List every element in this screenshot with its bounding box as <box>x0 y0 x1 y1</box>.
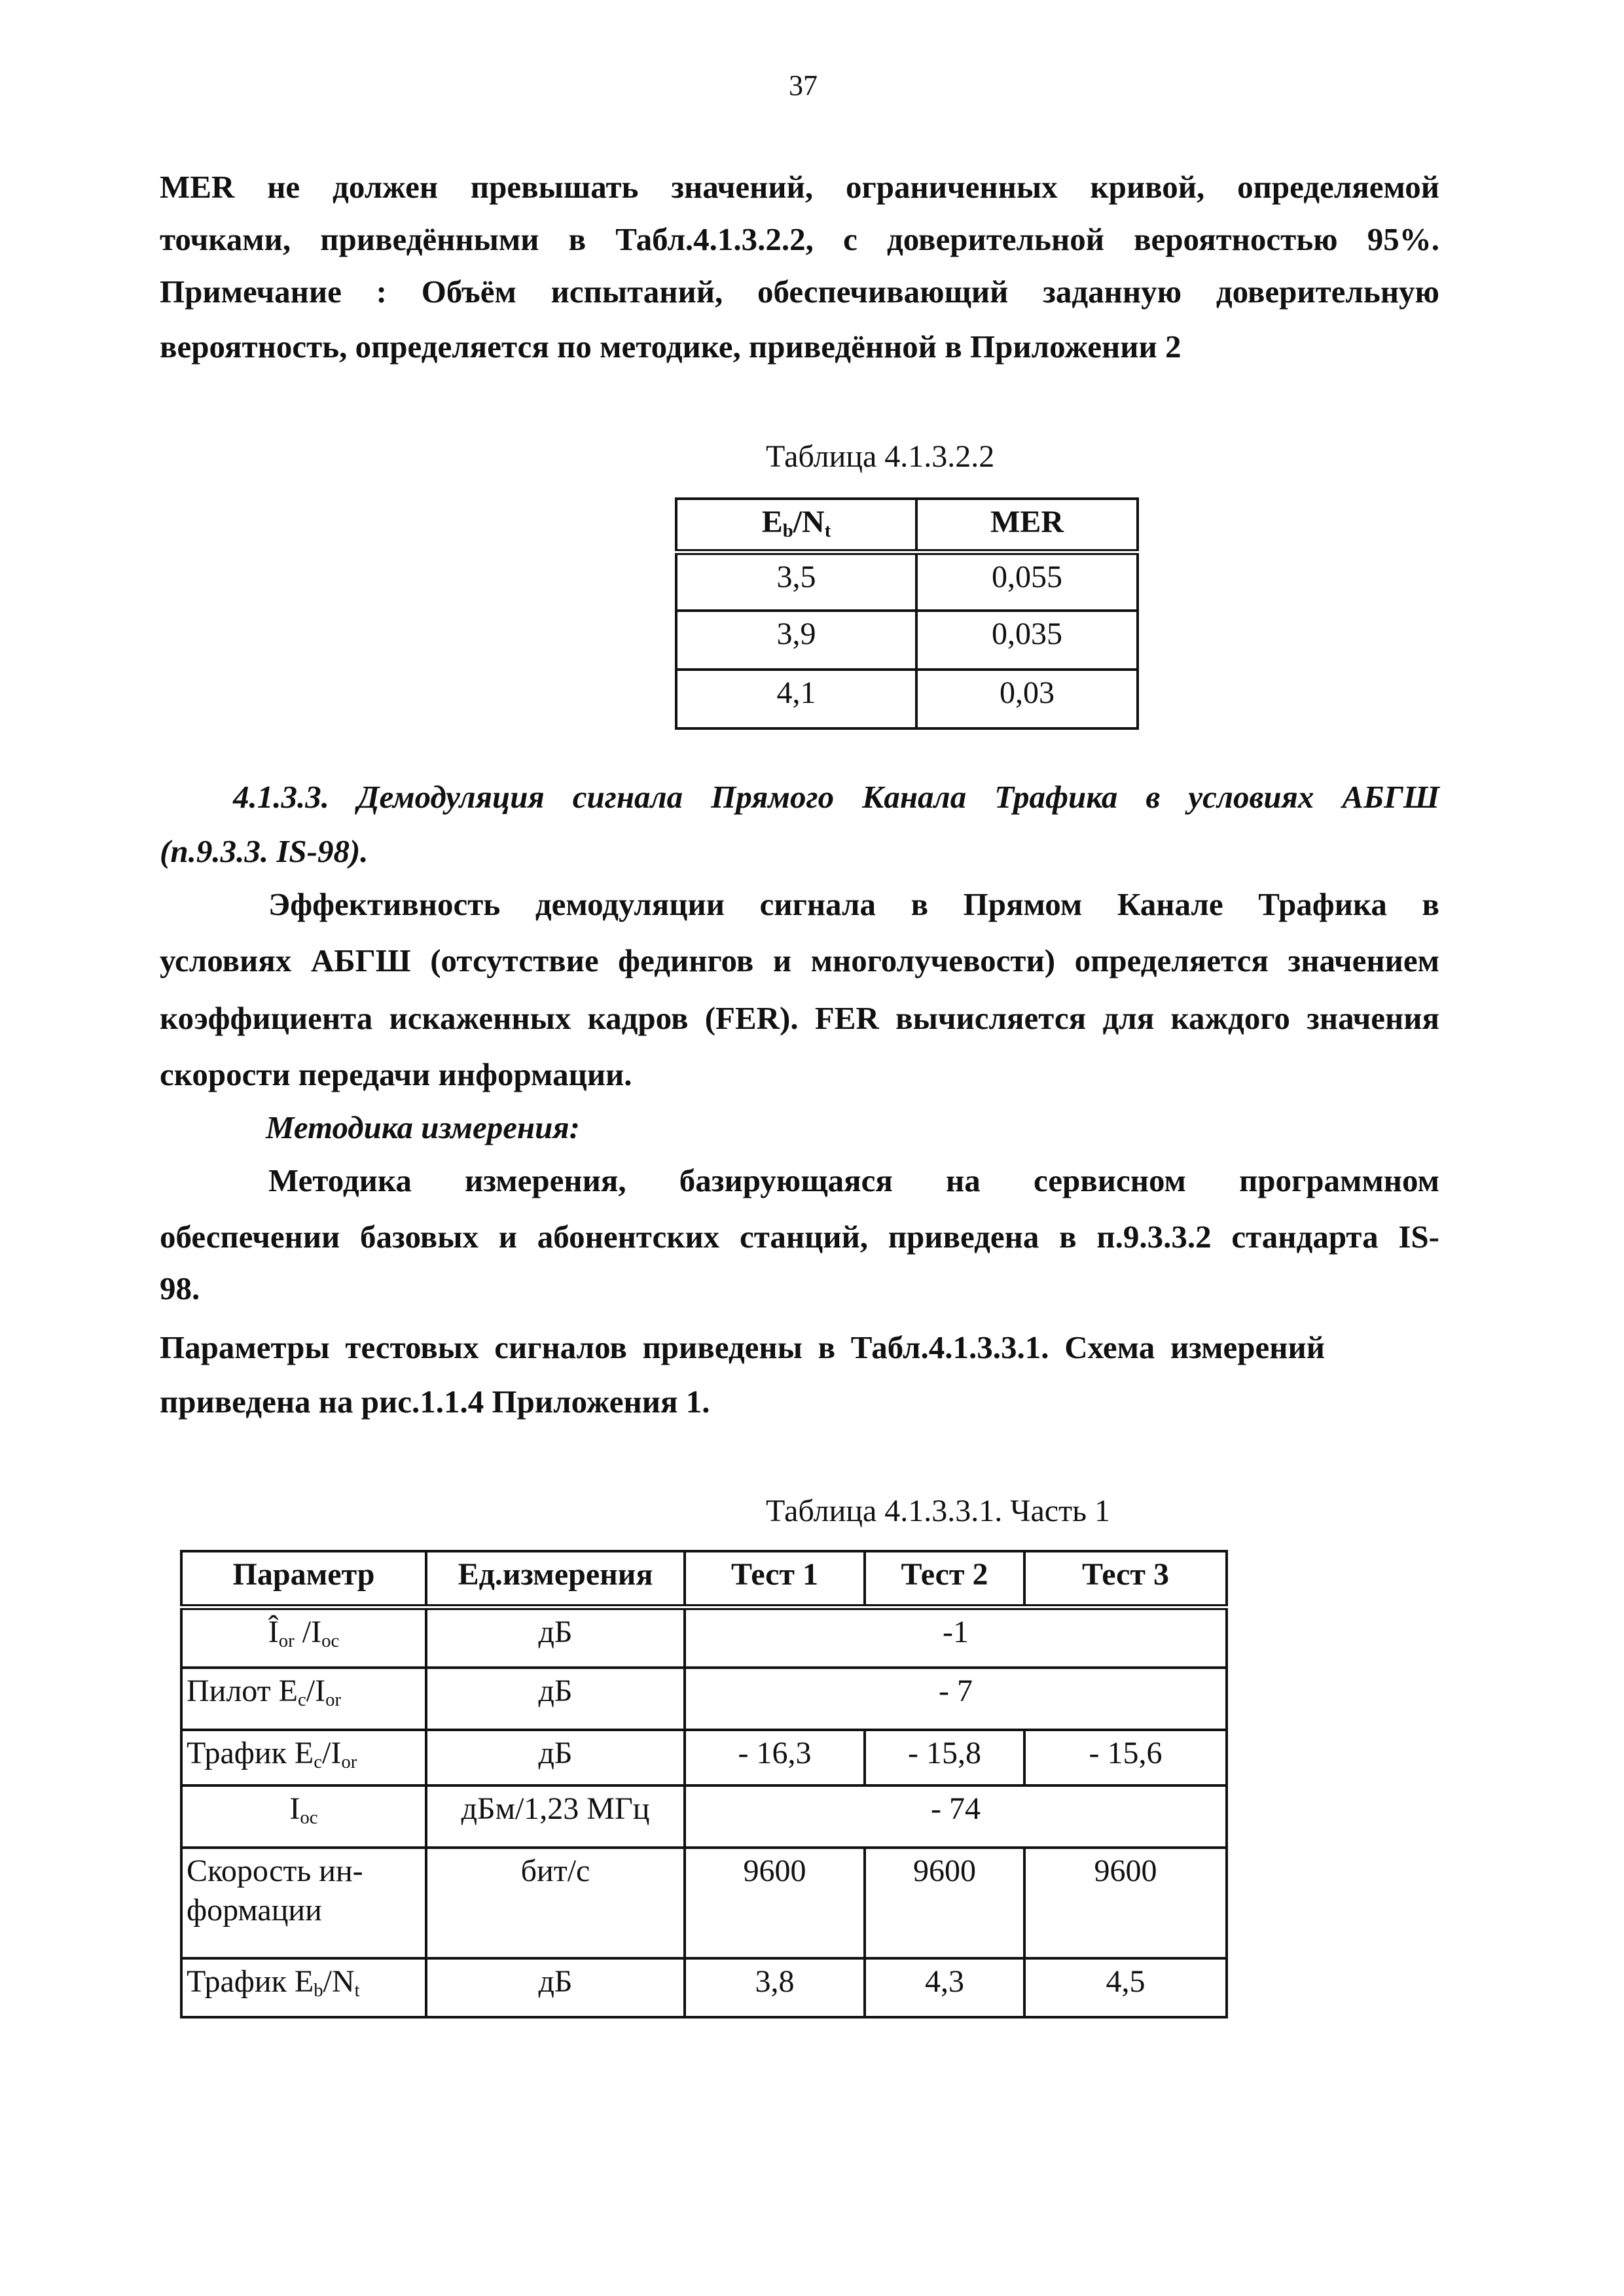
value-cell: - 15,8 <box>865 1730 1024 1785</box>
text-segment: /N <box>323 1964 355 1999</box>
text-segment: Î <box>268 1614 279 1649</box>
subscript: or <box>325 1689 342 1711</box>
section-heading-ref: (п.9.3.3. IS-98). <box>160 833 369 869</box>
paragraph-line: Примечание : Объём испытаний, обеспечивающий заданную доверительную <box>160 274 1439 310</box>
param-cell <box>181 1607 426 1668</box>
subscript: c <box>297 1689 306 1711</box>
text-segment: I <box>289 1791 300 1826</box>
param-cell <box>181 1848 426 1958</box>
text-segment: /I <box>306 1674 326 1708</box>
param-line: формации <box>187 1893 322 1928</box>
param-line <box>187 1854 363 1888</box>
value-cell: - 74 <box>685 1785 1227 1848</box>
subscript: oc <box>321 1630 340 1651</box>
paragraph-line: MER не должен превышать значений, ограниченных кривой, определяемой <box>160 169 1439 205</box>
cell: 0,03 <box>916 670 1138 728</box>
subscript: t <box>824 520 831 542</box>
cell: 3,9 <box>676 611 916 670</box>
mer-table <box>675 497 1139 730</box>
value-cell: 9600 <box>685 1848 865 1958</box>
paragraph-line: приведена на рис.1.1.4 Приложения 1. <box>160 1384 710 1420</box>
cell: 4,1 <box>676 670 916 728</box>
unit-cell: дБм/1,23 МГц <box>426 1785 685 1848</box>
text-segment: MER <box>990 505 1064 539</box>
header-test2: Тест 2 <box>865 1551 1024 1607</box>
paragraph-line: Параметры тестовых сигналов приведены в Табл.4.1.3.3.1. Схема измерений <box>160 1329 1325 1365</box>
value-cell: -1 <box>685 1607 1227 1668</box>
subscript: t <box>354 1980 360 2001</box>
param-cell <box>181 1668 426 1730</box>
paragraph-line: 98. <box>160 1270 200 1306</box>
value-cell: - 15,6 <box>1024 1730 1227 1785</box>
subscript: or <box>341 1751 357 1773</box>
cell: 0,055 <box>916 552 1138 611</box>
subscript: b <box>314 1980 323 2001</box>
subscript: b <box>782 520 793 542</box>
param-cell <box>181 1958 426 2017</box>
page-number: 37 <box>789 69 818 101</box>
paragraph-line: условиях АБГШ (отсутствие федингов и многолучевости) определяется значением <box>160 942 1439 978</box>
value-cell: 9600 <box>1024 1848 1227 1958</box>
text-segment: Скорость ин- <box>187 1854 363 1888</box>
text-segment: /I <box>294 1614 322 1649</box>
header-test1: Тест 1 <box>685 1551 865 1607</box>
unit-cell: дБ <box>426 1607 685 1668</box>
paragraph-line: скорости передачи информации. <box>160 1056 632 1092</box>
subscript: oc <box>300 1807 318 1829</box>
table1-caption: Таблица 4.1.3.2.2 <box>766 439 995 474</box>
text-segment: /N <box>793 505 825 539</box>
paragraph-line: обеспечении базовых и абонентских станций, приведена в п.9.3.3.2 стандарта IS- <box>160 1219 1439 1255</box>
text-segment: /I <box>322 1736 342 1770</box>
text-segment: E <box>761 505 783 539</box>
param-cell <box>181 1730 426 1785</box>
table2-caption: Таблица 4.1.3.3.1. Часть 1 <box>766 1494 1110 1528</box>
text-segment: Трафик E <box>187 1964 314 1999</box>
unit-cell: дБ <box>426 1958 685 2017</box>
text-segment: Трафик E <box>187 1736 314 1770</box>
header-unit: Ед.измерения <box>426 1551 685 1607</box>
subscript: c <box>314 1751 323 1773</box>
value-cell: 4,5 <box>1024 1958 1227 2017</box>
paragraph-line: вероятность, определяется по методике, приведённой в Приложении 2 <box>160 329 1182 365</box>
subscript: or <box>278 1630 295 1651</box>
value-cell: 3,8 <box>685 1958 865 2017</box>
unit-cell: бит/с <box>426 1848 685 1958</box>
value-cell: 9600 <box>865 1848 1024 1958</box>
paragraph-line: Эффективность демодуляции сигнала в Прямом Канале Трафика в <box>268 886 1439 922</box>
section-heading: 4.1.3.3. Демодуляция сигнала Прямого Канала Трафика в условиях АБГШ <box>233 779 1439 815</box>
cell: 3,5 <box>676 552 916 611</box>
value-cell: - 16,3 <box>685 1730 865 1785</box>
paragraph-line: Методика измерения, базирующаяся на сервисном программном <box>268 1162 1439 1198</box>
unit-cell: дБ <box>426 1668 685 1730</box>
cell: 0,035 <box>916 611 1138 670</box>
text-segment: Пилот E <box>187 1674 298 1708</box>
header-mer <box>916 499 1138 552</box>
unit-cell: дБ <box>426 1730 685 1785</box>
value-cell: - 7 <box>685 1668 1227 1730</box>
header-parameter: Параметр <box>181 1551 426 1607</box>
test-parameters-table <box>180 1550 1228 2018</box>
param-cell <box>181 1785 426 1848</box>
paragraph-line: точками, приведёнными в Табл.4.1.3.2.2, с доверительной вероятностью 95%. <box>160 221 1439 257</box>
paragraph-line: коэффициента искаженных кадров (FER). FER вычисляется для каждого значения <box>160 1000 1439 1036</box>
header-test3: Тест 3 <box>1024 1551 1227 1607</box>
method-title: Методика измерения: <box>266 1109 580 1145</box>
header-eb-nt <box>676 499 916 552</box>
value-cell: 4,3 <box>865 1958 1024 2017</box>
